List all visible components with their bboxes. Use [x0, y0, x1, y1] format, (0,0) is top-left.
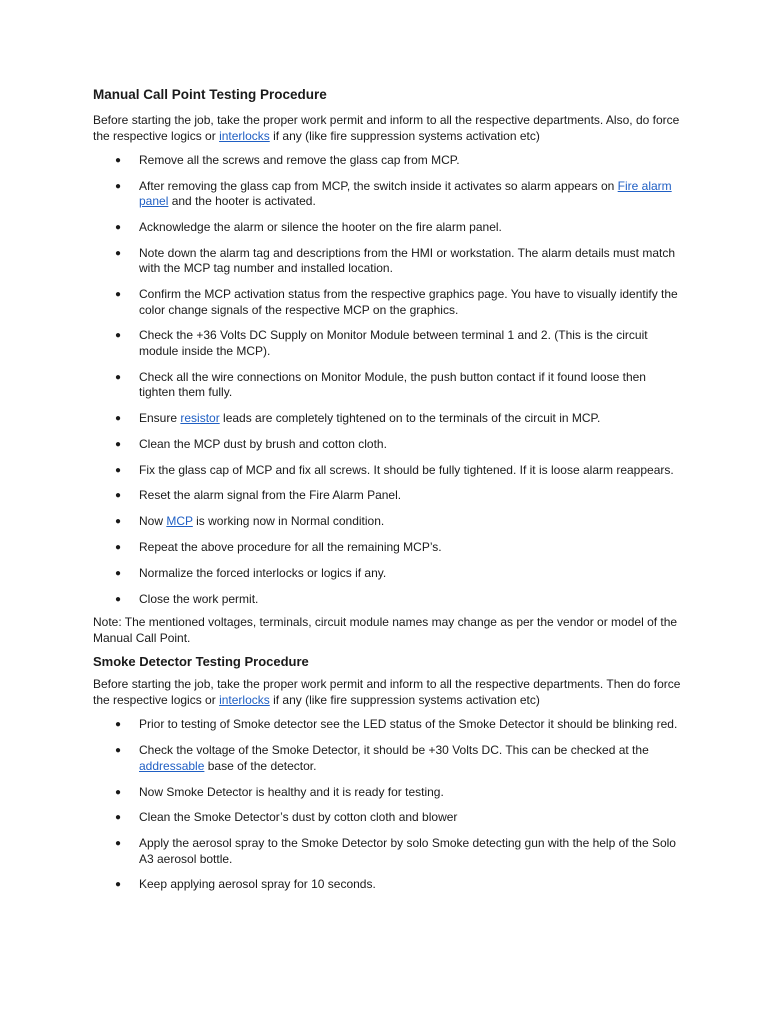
- smoke-intro-paragraph: [93, 677, 683, 708]
- mcp-intro-paragraph: [93, 113, 683, 144]
- list-item: [93, 488, 683, 504]
- list-item: [93, 328, 683, 359]
- list-item: [93, 287, 683, 318]
- list-item: [93, 877, 683, 893]
- list-item-text: Confirm the MCP activation status from the respective graphics page. You have to visually identify the color change signals of the respective MCP on the graphics.: [139, 287, 678, 317]
- list-item: [93, 836, 683, 867]
- bullet-icon: ●: [115, 180, 122, 192]
- list-item-text-end: is working now in Normal condition.: [192, 514, 385, 529]
- bullet-icon: ●: [115, 464, 122, 476]
- bullet-icon: ●: [115, 567, 122, 579]
- list-item: [93, 540, 683, 556]
- list-item: [93, 514, 683, 530]
- inline-link[interactable]: MCP: [166, 514, 193, 529]
- bullet-icon: ●: [115, 330, 122, 342]
- list-item-text: Acknowledge the alarm or silence the hooter on the fire alarm panel.: [139, 220, 502, 235]
- list-item-text: Keep applying aerosol spray for 10 seconds.: [139, 877, 376, 892]
- list-item: [93, 220, 683, 236]
- bullet-icon: ●: [115, 247, 122, 259]
- mcp-intro-text: Before starting the job, take the proper work permit and inform to all the respective departments. Also, do force the respective logics or: [93, 113, 680, 143]
- interlocks-link[interactable]: interlocks: [219, 128, 270, 143]
- bullet-icon: ●: [115, 490, 122, 502]
- list-item-text: Normalize the forced interlocks or logics if any.: [139, 565, 387, 580]
- list-item-text: Ensure: [139, 411, 181, 426]
- bullet-icon: ●: [115, 838, 122, 850]
- list-item: [93, 179, 683, 210]
- mcp-note: Note: The mentioned voltages, terminals, circuit module names may change as per the vendor or model of the Manual Call Point.: [93, 615, 678, 645]
- list-item-text: Clean the Smoke Detector’s dust by cotton cloth and blower: [139, 810, 458, 825]
- inline-link[interactable]: resistor: [180, 411, 220, 426]
- bullet-icon: ●: [115, 593, 122, 605]
- list-item-text: Check all the wire connections on Monitor Module, the push button contact if it found loose then tighten them fully.: [139, 369, 646, 400]
- list-item: [93, 153, 683, 169]
- list-item-text: After removing the glass cap from MCP, the switch inside it activates so alarm appears on: [139, 178, 618, 193]
- list-item: [93, 592, 683, 608]
- smoke-steps-list: [93, 717, 683, 892]
- list-item: [93, 370, 683, 401]
- list-item-text: Apply the aerosol spray to the Smoke Detector by solo Smoke detecting gun with the help of the Solo A3 aerosol bottle.: [139, 836, 676, 866]
- list-item-text: Now: [139, 514, 167, 529]
- bullet-icon: ●: [115, 289, 122, 301]
- list-item: [93, 810, 683, 826]
- list-item-text-end: base of the detector.: [204, 758, 317, 773]
- list-item-text: Remove all the screws and remove the glass cap from MCP.: [139, 153, 460, 167]
- list-item-text: Fix the glass cap of MCP and fix all screws. It should be fully tightened. If it is loose alarm reappears.: [139, 462, 674, 477]
- mcp-steps-list: [93, 153, 683, 607]
- list-item-text: Check the +36 Volts DC Supply on Monitor Module between terminal 1 and 2. (This is the circuit module inside the MCP).: [139, 328, 648, 358]
- bullet-icon: ●: [115, 438, 122, 450]
- list-item-text-end: and the hooter is activated.: [168, 194, 316, 209]
- list-item: [93, 785, 683, 801]
- interlocks-link-2[interactable]: interlocks: [219, 692, 270, 707]
- list-item: [93, 463, 683, 479]
- bullet-icon: ●: [115, 413, 122, 425]
- bullet-icon: ●: [115, 371, 122, 383]
- list-item-text-end: leads are completely tightened on to the terminals of the circuit in MCP.: [219, 411, 601, 426]
- list-item: [93, 717, 683, 733]
- bullet-icon: ●: [115, 719, 122, 731]
- list-item: [93, 566, 683, 582]
- smoke-intro-text: Before starting the job, take the proper work permit and inform to all the respective departments. Then do force the respective logics or: [93, 677, 681, 707]
- bullet-icon: ●: [115, 542, 122, 554]
- list-item-text: Clean the MCP dust by brush and cotton cloth.: [139, 436, 387, 451]
- list-item-text: Repeat the above procedure for all the remaining MCP’s.: [139, 540, 442, 555]
- list-item: [93, 246, 683, 277]
- list-item-text: Now Smoke Detector is healthy and it is ready for testing.: [139, 784, 444, 799]
- document-body: [93, 87, 683, 903]
- bullet-icon: ●: [115, 812, 122, 824]
- bullet-icon: ●: [115, 155, 122, 166]
- bullet-icon: ●: [115, 745, 122, 757]
- list-item: [93, 743, 683, 774]
- list-item-text: Note down the alarm tag and descriptions from the HMI or workstation. The alarm details must match with the MCP tag number and installed location.: [139, 245, 676, 276]
- mcp-intro-text-end: if any (like fire suppression systems activation etc): [269, 128, 540, 143]
- list-item-text: Close the work permit.: [139, 591, 259, 606]
- smoke-intro-text-end: if any (like fire suppression systems activation etc): [269, 692, 540, 707]
- list-item-text: Prior to testing of Smoke detector see the LED status of the Smoke Detector it should be blinking red.: [139, 717, 678, 732]
- section-title-smoke-detector: Smoke Detector Testing Procedure: [93, 654, 309, 670]
- bullet-icon: ●: [115, 222, 122, 234]
- list-item: [93, 437, 683, 453]
- list-item-text: Check the voltage of the Smoke Detector, it should be +30 Volts DC. This can be checked at the: [139, 743, 649, 758]
- list-item-text: Reset the alarm signal from the Fire Alarm Panel.: [139, 488, 402, 503]
- list-item: [93, 411, 683, 427]
- bullet-icon: ●: [115, 516, 122, 528]
- inline-link[interactable]: Fire alarm panel: [139, 178, 672, 209]
- inline-link[interactable]: addressable: [139, 758, 205, 773]
- bullet-icon: ●: [115, 786, 122, 798]
- section-title-mcp: Manual Call Point Testing Procedure: [93, 87, 327, 102]
- bullet-icon: ●: [115, 879, 122, 891]
